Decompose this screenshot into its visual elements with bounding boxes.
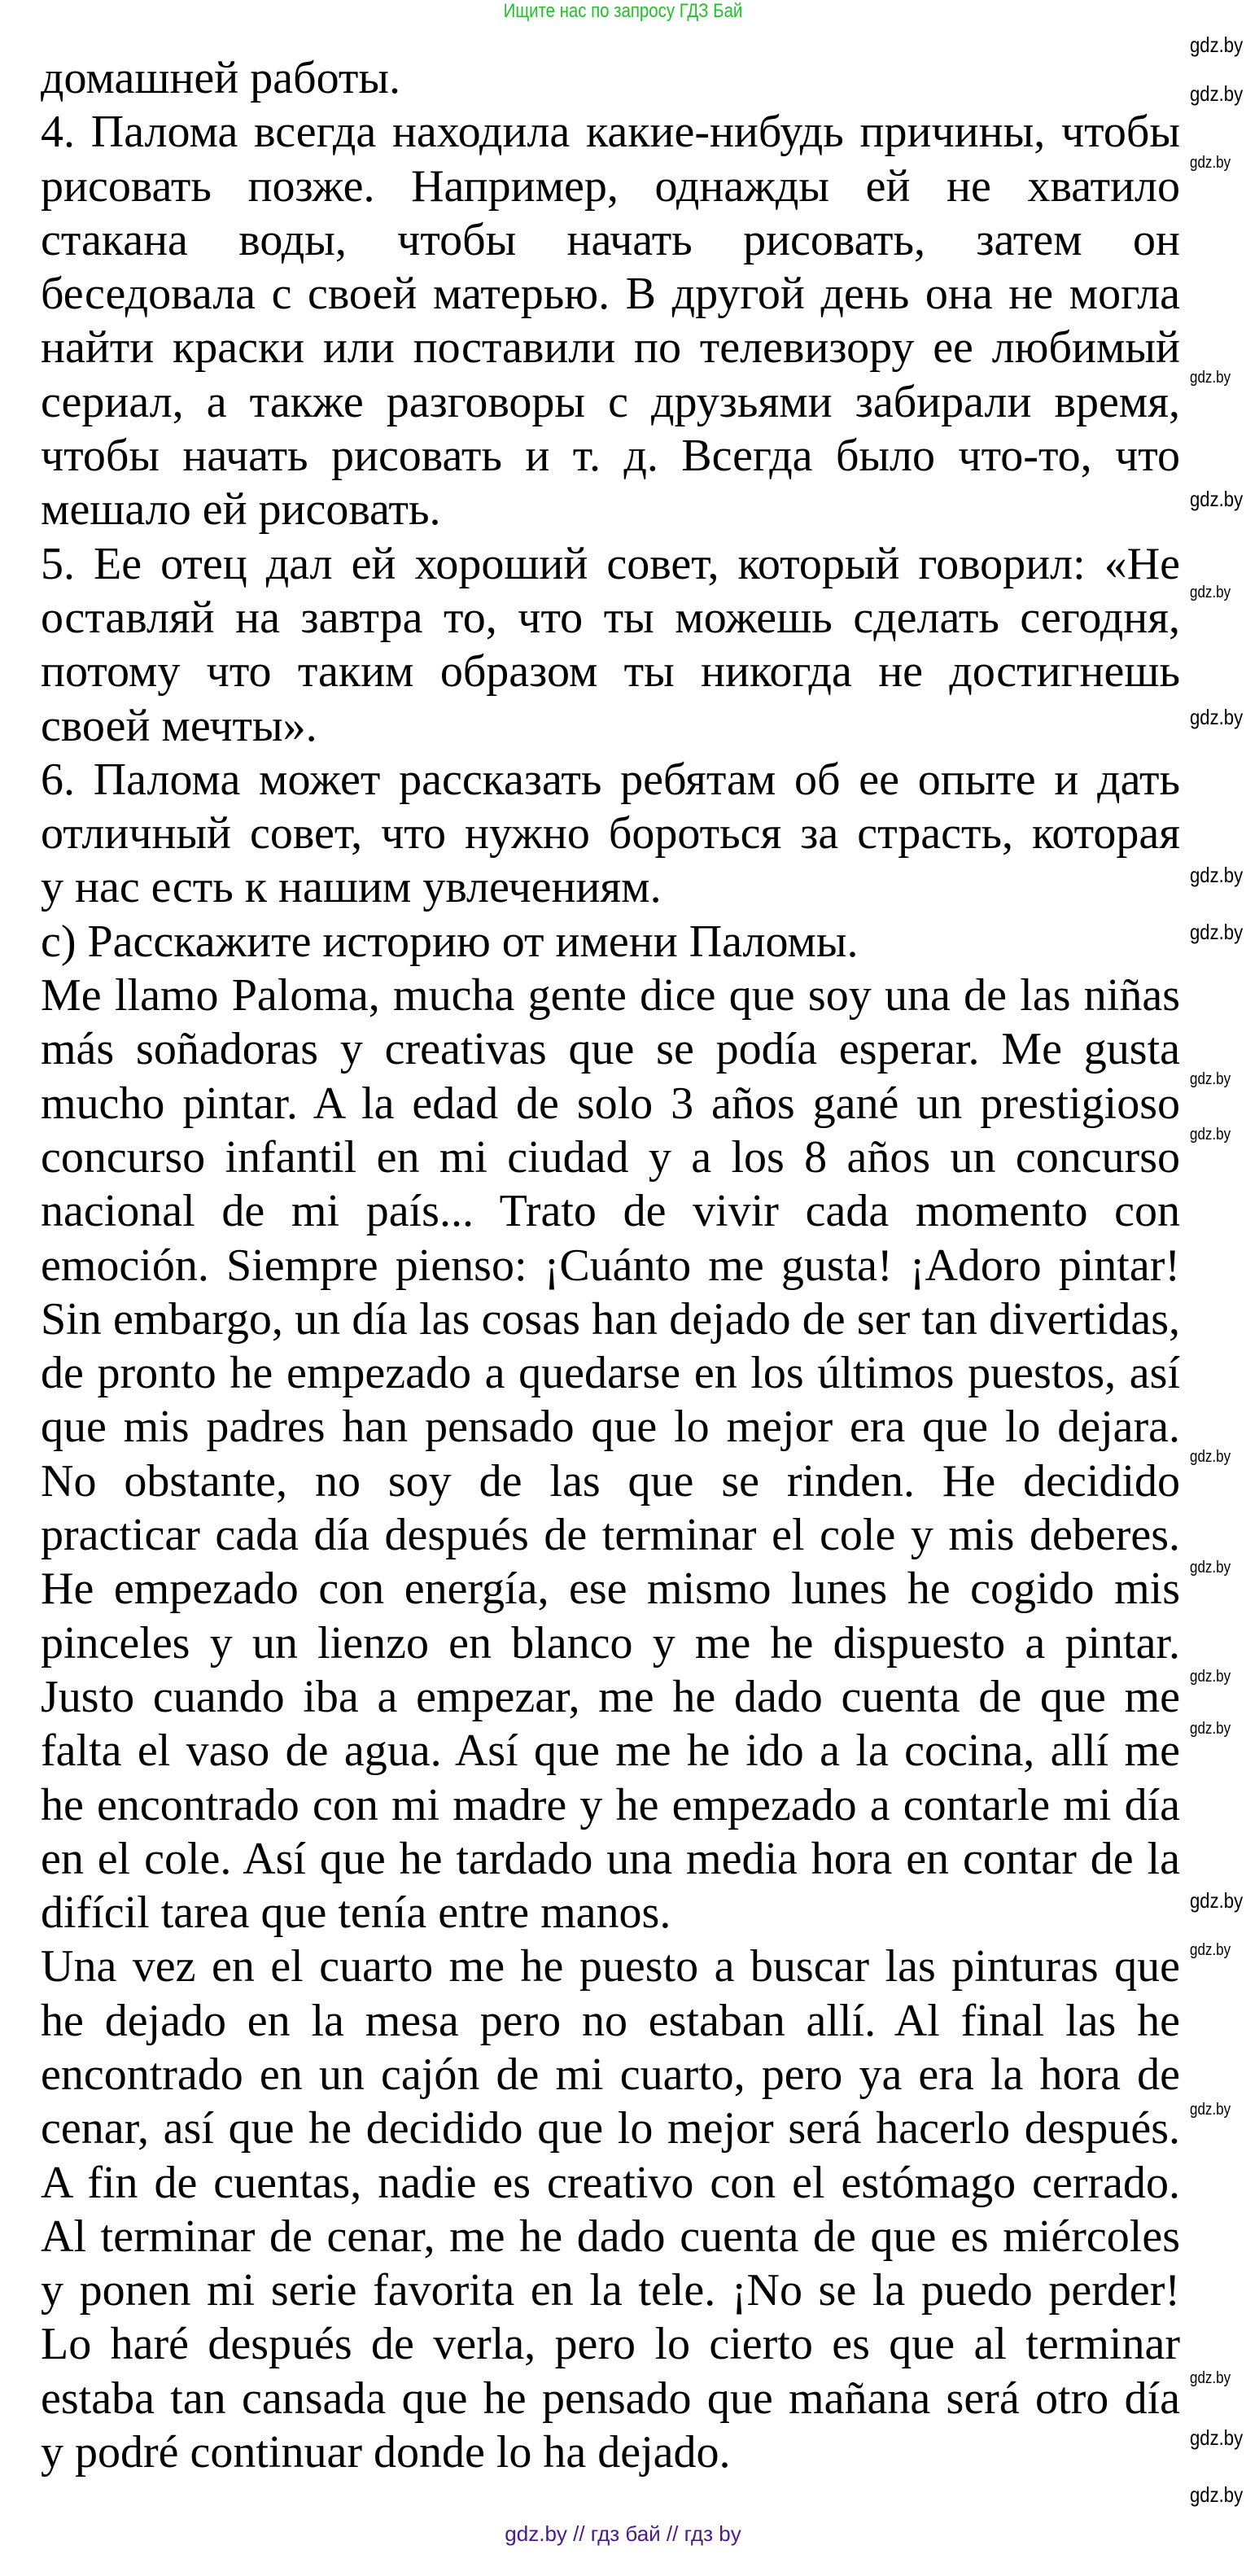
text-line: mucho pintar. A la edad de solo 3 años gané un prestigioso (41, 1078, 1180, 1129)
text-line: concurso infantil en mi ciudad y a los 8 años un concurso (41, 1131, 1180, 1183)
watermark: gdz.by (1190, 1941, 1231, 1959)
text-line: оставляй на завтра то, что ты можешь сделать сегодня, (41, 592, 1180, 643)
text-line: A fin de cuentas, nadie es creativo con el estómago cerrado. (41, 2157, 1180, 2208)
text-line: Justo cuando iba a empezar, me he dado cuenta de que me (41, 1671, 1180, 1722)
text-line: Me llamo Paloma, mucha gente dice que soy una de las niñas (41, 970, 1180, 1021)
text-line: 5. Ее отец дал ей хороший совет, который говорил: «Не (41, 538, 1180, 589)
text-line: emoción. Siempre pienso: ¡Cuánto me gusta! ¡Adoro pintar! (41, 1240, 1180, 1291)
text-line: estaba tan cansada que he pensado que mañana será otro día (41, 2373, 1180, 2424)
text-line: мешало ей рисовать. (41, 484, 441, 536)
watermark: gdz.by (1190, 1559, 1231, 1577)
watermark: gdz.by (1190, 1126, 1231, 1144)
watermark: gdz.by (1190, 154, 1231, 172)
text-line: у нас есть к нашим увлечениям. (41, 862, 662, 913)
watermark: gdz.by (1190, 2482, 1244, 2507)
text-line: más soñadoras y creativas que se podía esperar. Me gusta (41, 1024, 1180, 1075)
text-line: cenar, así que he decidido que lo mejor será hacerlo después. (41, 2103, 1180, 2154)
watermark: gdz.by (1190, 1720, 1231, 1738)
watermark: gdz.by (1190, 2101, 1231, 2119)
watermark: gdz.by (1190, 2369, 1231, 2387)
text-line: he dejado en la mesa pero no estaban allí. Al final las he (41, 1995, 1180, 2046)
watermark: gdz.by (1190, 369, 1231, 387)
text-line: he encontrado con mi madre y he empezado a contarle mi día (41, 1779, 1180, 1830)
text-line: nacional de mi país... Trato de vivir cada momento con (41, 1186, 1180, 1237)
text-line: найти краски или поставили по телевизору ее любимый (41, 322, 1180, 374)
text-line: сериал, а также разговоры с друзьями забирали время, (41, 376, 1180, 427)
text-line: de pronto he empezado a quedarse en los últimos puestos, así (41, 1348, 1180, 1399)
watermark: gdz.by (1190, 863, 1244, 887)
watermark: gdz.by (1190, 1448, 1231, 1466)
search-banner[interactable]: Ищите нас по запросу ГДЗ Бай (503, 0, 743, 22)
text-line: потому что таким образом ты никогда не достигнешь (41, 646, 1180, 698)
text-line: беседовала с своей матерью. В другой день она не могла (41, 269, 1180, 320)
text-line: y ponen mi serie favorita en la tele. ¡No se la puedo perder! (41, 2265, 1180, 2316)
watermark: gdz.by (1190, 1668, 1231, 1686)
watermark: gdz.by (1190, 705, 1244, 729)
text-line: Al terminar de cenar, me he dado cuenta de que es miércoles (41, 2211, 1180, 2262)
watermark: gdz.by (1190, 487, 1244, 511)
document-text (41, 51, 1180, 2479)
text-line: отличный совет, что нужно бороться за страсть, которая (41, 808, 1180, 859)
text-line: y podré continuar donde lo ha dejado. (41, 2427, 731, 2478)
watermark: gdz.by (1190, 81, 1244, 106)
text-line: чтобы начать рисовать и т. д. Всегда было что-то, что (41, 431, 1180, 482)
watermark: gdz.by (1190, 1888, 1244, 1913)
text-line: falta el vaso de agua. Así que me he ido a la cocina, allí me (41, 1725, 1180, 1777)
text-line: Lo haré después de verla, pero lo cierto es que al terminar (41, 2319, 1180, 2370)
text-line: c) Расскажите историю от имени Паломы. (41, 916, 859, 967)
watermark: gdz.by (1190, 584, 1231, 601)
watermark: gdz.by (1190, 2425, 1244, 2450)
text-line: He empezado con energía, ese mismo lunes he cogido mis (41, 1564, 1180, 1615)
text-line: No obstante, no soy de las que se rinden. He decidido (41, 1455, 1180, 1507)
watermark: gdz.by (1190, 33, 1244, 57)
text-line: 6. Палома может рассказать ребятам об ее опыте и дать (41, 754, 1180, 805)
text-line: Sin embargo, un día las cosas han dejado de ser tan divertidas, (41, 1293, 1180, 1345)
watermark: gdz.by (1190, 1070, 1231, 1088)
text-line: рисовать позже. Например, однажды ей не хватило (41, 160, 1180, 212)
text-line: Una vez en el cuarto me he puesto a buscar las pinturas que (41, 1941, 1180, 1992)
text-line: домашней работы. (41, 53, 400, 103)
text-line: стакана воды, чтобы начать рисовать, затем он (41, 214, 1180, 265)
text-line: que mis padres han pensado que lo mejor era que lo dejara. (41, 1402, 1180, 1453)
text-line: difícil tarea que tenía entre manos. (41, 1887, 671, 1939)
text-line: pinceles y un lienzo en blanco y me he dispuesto a pintar. (41, 1617, 1180, 1668)
footer-links[interactable]: gdz.by // гдз бай // гдз by (505, 2521, 741, 2546)
text-line: 4. Палома всегда находила какие-нибудь причины, чтобы (41, 107, 1180, 158)
text-line: en el cole. Así que he tardado una media hora en contar de la (41, 1833, 1180, 1884)
text-line: encontrado en un cajón de mi cuarto, pero ya era la hora de (41, 2049, 1180, 2100)
text-line: своей мечты». (41, 700, 317, 751)
watermark: gdz.by (1190, 920, 1244, 944)
text-line: practicar cada día después de terminar el cole y mis deberes. (41, 1510, 1180, 1561)
